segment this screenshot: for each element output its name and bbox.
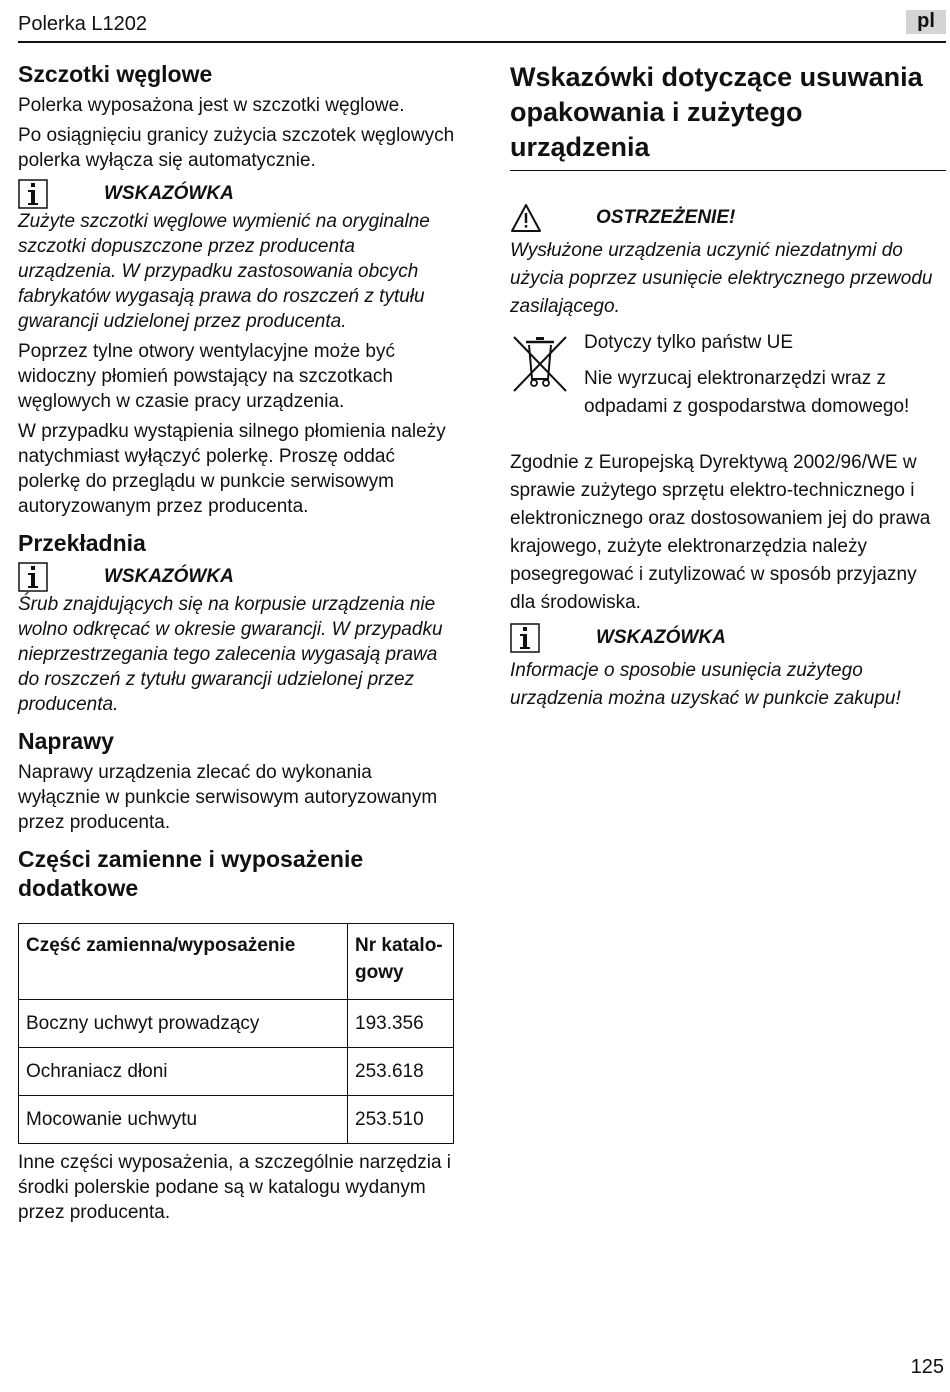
left-column: [18, 60, 458, 1230]
page-header: [18, 10, 946, 43]
table-row: [19, 1000, 454, 1048]
right-column: [510, 60, 946, 718]
section-title: Części zamienne i wyposażenie dodatkowe: [18, 846, 364, 901]
paragraph: W przypadku wystąpienia silnego płomienia należy natychmiast wyłączyć polerkę. Proszę oddać polerkę do przeglądu w punkcie serwisowym autoryzowanym przez producenta.: [18, 421, 446, 517]
paragraph: Dotyczy tylko państw UE: [584, 332, 794, 353]
part-name: Mocowanie uchwytu: [19, 1096, 348, 1144]
paragraph: Polerka wyposażona jest w szczotki węglowe.: [18, 95, 405, 116]
paragraph: Poprzez tylne otwory wentylacyjne może być widoczny płomień powstający na szczotkach węglowych w czasie pracy urządzenia.: [18, 341, 395, 412]
note-header: [18, 179, 458, 209]
paragraph: Inne części wyposażenia, a szczególnie narzędzia i środki polerskie podane są w katalogu wydanym przez producenta.: [18, 1152, 452, 1223]
page-number: 125: [910, 1356, 944, 1378]
table-header-row: [19, 924, 454, 1000]
warning-label: OSTRZEŻENIE!: [596, 207, 736, 228]
note-header: [18, 562, 458, 592]
catalog-number: 253.618: [348, 1048, 454, 1096]
part-name: Boczny uchwyt prowadzący: [19, 1000, 348, 1048]
table-row: [19, 1048, 454, 1096]
note-label: WSKAZÓWKA: [104, 183, 234, 204]
warning-text: Wysłużone urządzenia uczynić niezdatnymi do użycia poprzez usunięcie elektrycznego przewodu zasilającego.: [510, 240, 933, 317]
note-label: WSKAZÓWKA: [104, 566, 234, 587]
paragraph: Nie wyrzucaj elektronarzędzi wraz z odpadami z gospodarstwa domowego!: [584, 368, 910, 417]
paragraph: Po osiągnięciu granicy zużycia szczotek węglowych polerka wyłącza się automatycznie.: [18, 125, 455, 171]
parts-table: [18, 923, 454, 1144]
paragraph: Naprawy urządzenia zlecać do wykonania wyłącznie w punkcie serwisowym autoryzowanym przez producenta.: [18, 762, 438, 833]
section-spare-parts: [18, 845, 458, 1225]
info-icon: [18, 179, 48, 209]
note-text: Zużyte szczotki węglowe wymienić na oryginalne szczotki dopuszczone przez producenta urządzenia. W przypadku zastosowania obcych fabrykatów wygasają prawa do roszczeń z tytułu gwarancji udzielonej przez producenta.: [18, 211, 430, 332]
section-carbon-brushes: [18, 60, 458, 519]
section-title: Szczotki węglowe: [18, 61, 213, 87]
paragraph: Zgodnie z Europejską Dyrektywą 2002/96/WE w sprawie zużytego sprzętu elektro-technicznego i elektronicznego oraz dostosowaniem jej do prawa krajowego, zużyte elektronarzędzia należy posegregować i zutylizować w sposób przyjazny dla środowiska.: [510, 452, 931, 613]
section-gearbox: [18, 529, 458, 717]
column-header-catalog-number: Nr katalo-gowy: [348, 924, 454, 1000]
crossed-bin-icon: [510, 333, 570, 395]
catalog-number: 193.356: [348, 1000, 454, 1048]
column-header-part: Część zamienna/wyposażenie: [19, 924, 348, 1000]
section-title: Naprawy: [18, 728, 114, 754]
section-repairs: [18, 727, 458, 835]
warning-header: [510, 203, 946, 237]
part-name: Ochraniacz dłoni: [19, 1048, 348, 1096]
table-row: [19, 1096, 454, 1144]
info-icon: [18, 562, 48, 592]
note-text: Śrub znajdujących się na korpusie urządzenia nie wolno odkręcać w okresie gwarancji. W przypadku nieprzestrzegania tego zalecenia wygasają prawa do roszczeń z tytułu gwarancji udzielonej przez producenta.: [18, 594, 443, 715]
note-header: [510, 623, 946, 653]
catalog-number: 253.510: [348, 1096, 454, 1144]
note-text: Informacje o sposobie usunięcia zużytego urządzenia można uzyskać w punkcie zakupu!: [510, 660, 901, 709]
weee-block: [510, 329, 946, 449]
section-title: Przekładnia: [18, 530, 146, 556]
model-name: Polerka L1202: [18, 13, 147, 35]
section-title: Wskazówki dotyczące usuwania opakowania i zużytego urządzenia: [510, 62, 923, 162]
note-label: WSKAZÓWKA: [596, 627, 726, 648]
divider: [510, 170, 946, 171]
warning-triangle-icon: [510, 203, 542, 233]
info-icon: [510, 623, 540, 653]
language-badge: pl: [906, 10, 946, 34]
